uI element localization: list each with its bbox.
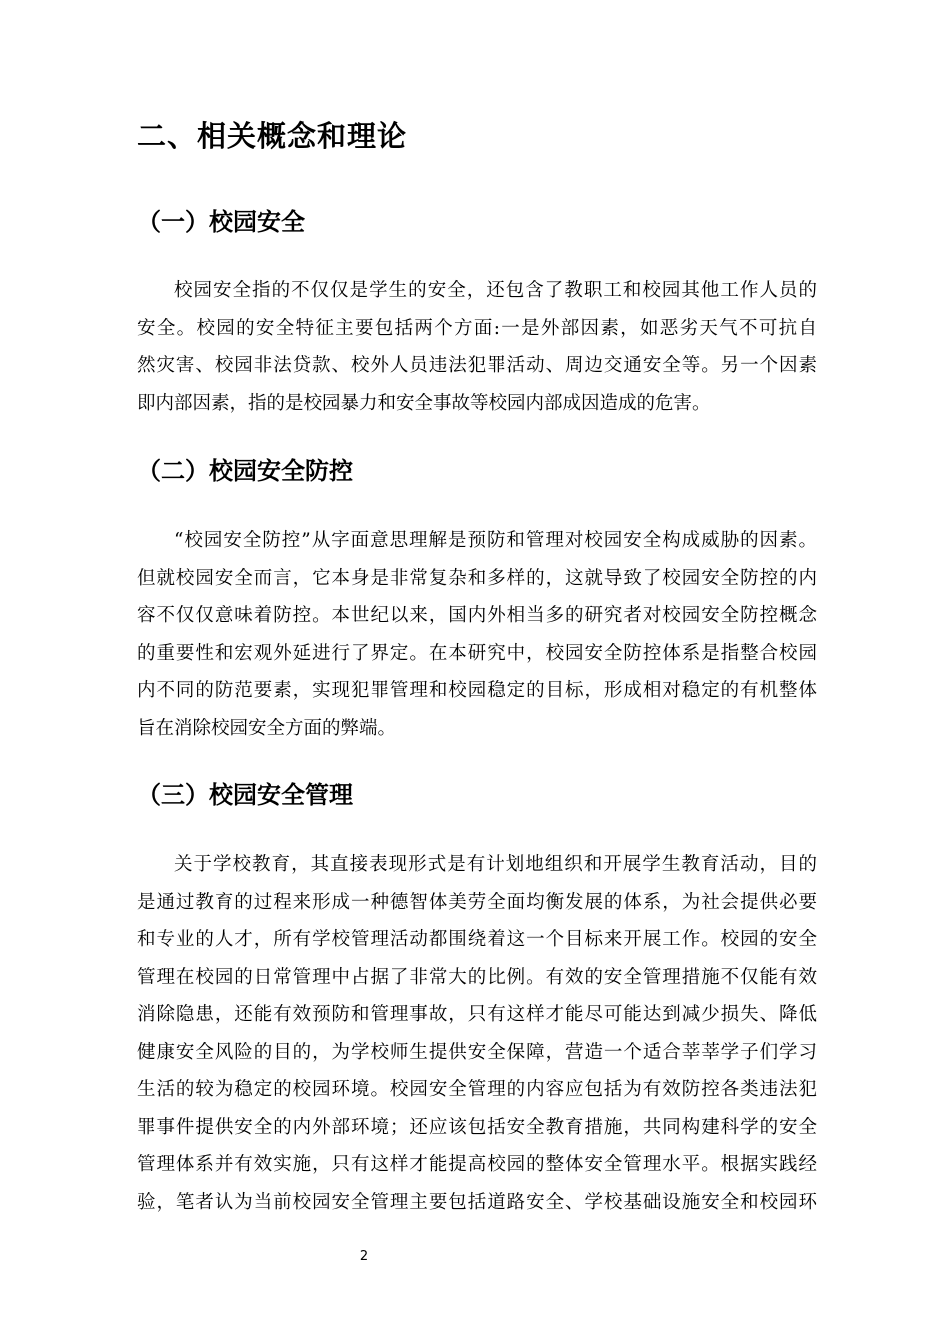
chapter-heading: 二、相关概念和理论	[137, 119, 408, 153]
section-title-campus-safety: （一）校园安全	[137, 208, 305, 236]
paragraph-line: 管理在校园的日常管理中占据了非常大的比例。有效的安全管理措施不仅能有效	[137, 966, 817, 988]
paragraph-line: 旨在消除校园安全方面的弊端。	[137, 717, 397, 739]
paragraph-line: 安全。校园的安全特征主要包括两个方面:一是外部因素，如恶劣天气不可抗自	[137, 317, 817, 339]
paragraph-line: “校园安全防控”从字面意思理解是预防和管理对校园安全构成威胁的因素。	[174, 530, 817, 551]
paragraph-line: 但就校园安全而言，它本身是非常复杂和多样的，这就导致了校园安全防控的内	[137, 567, 817, 589]
paragraph-line: 和专业的人才，所有学校管理活动都围绕着这一个目标来开展工作。校园的安全	[137, 929, 817, 950]
paragraph-line: 管理体系并有效实施，只有这样才能提高校园的整体安全管理水平。根据实践经	[137, 1154, 817, 1175]
section-paragraph-campus-safety-prevention	[137, 522, 817, 747]
paragraph-line: 即内部因素，指的是校园暴力和安全事故等校园内部成因造成的危害。	[137, 392, 711, 414]
paragraph-line: 是通过教育的过程来形成一种德智体美劳全面均衡发展的体系，为社会提供必要	[137, 891, 817, 913]
paragraph-line: 消除隐患，还能有效预防和管理事故，只有这样才能尽可能达到减少损失、降低	[137, 1004, 817, 1025]
paragraph-line: 内不同的防范要素，实现犯罪管理和校园稳定的目标，形成相对稳定的有机整体	[137, 680, 817, 701]
paragraph-line: 健康安全风险的目的，为学校师生提供安全保障，营造一个适合莘莘学子们学习	[137, 1041, 817, 1063]
paragraph-line: 验，笔者认为当前校园安全管理主要包括道路安全、学校基础设施安全和校园环	[137, 1191, 817, 1213]
section-paragraph-campus-safety-management	[137, 846, 817, 1221]
paragraph-line: 关于学校教育，其直接表现形式是有计划地组织和开展学生教育活动，目的	[174, 854, 817, 875]
section-paragraph-campus-safety	[137, 272, 817, 422]
paragraph-line: 校园安全指的不仅仅是学生的安全，还包含了教职工和校园其他工作人员的	[174, 280, 817, 301]
section-title-campus-safety-prevention: （二）校园安全防控	[137, 457, 353, 485]
paragraph-line: 然灾害、校园非法贷款、校外人员违法犯罪活动、周边交通安全等。另一个因素	[137, 355, 817, 376]
paragraph-line: 生活的较为稳定的校园环境。校园安全管理的内容应包括为有效防控各类违法犯	[137, 1079, 817, 1100]
paragraph-line: 的重要性和宏观外延进行了界定。在本研究中，校园安全防控体系是指整合校园	[137, 642, 817, 664]
paragraph-line: 容不仅仅意味着防控。本世纪以来，国内外相当多的研究者对校园安全防控概念	[137, 605, 817, 626]
section-title-campus-safety-management: （三）校园安全管理	[137, 781, 353, 809]
paragraph-line: 罪事件提供安全的内外部环境；还应该包括安全教育措施，共同构建科学的安全	[137, 1116, 817, 1138]
page-number: 2	[359, 1249, 369, 1264]
